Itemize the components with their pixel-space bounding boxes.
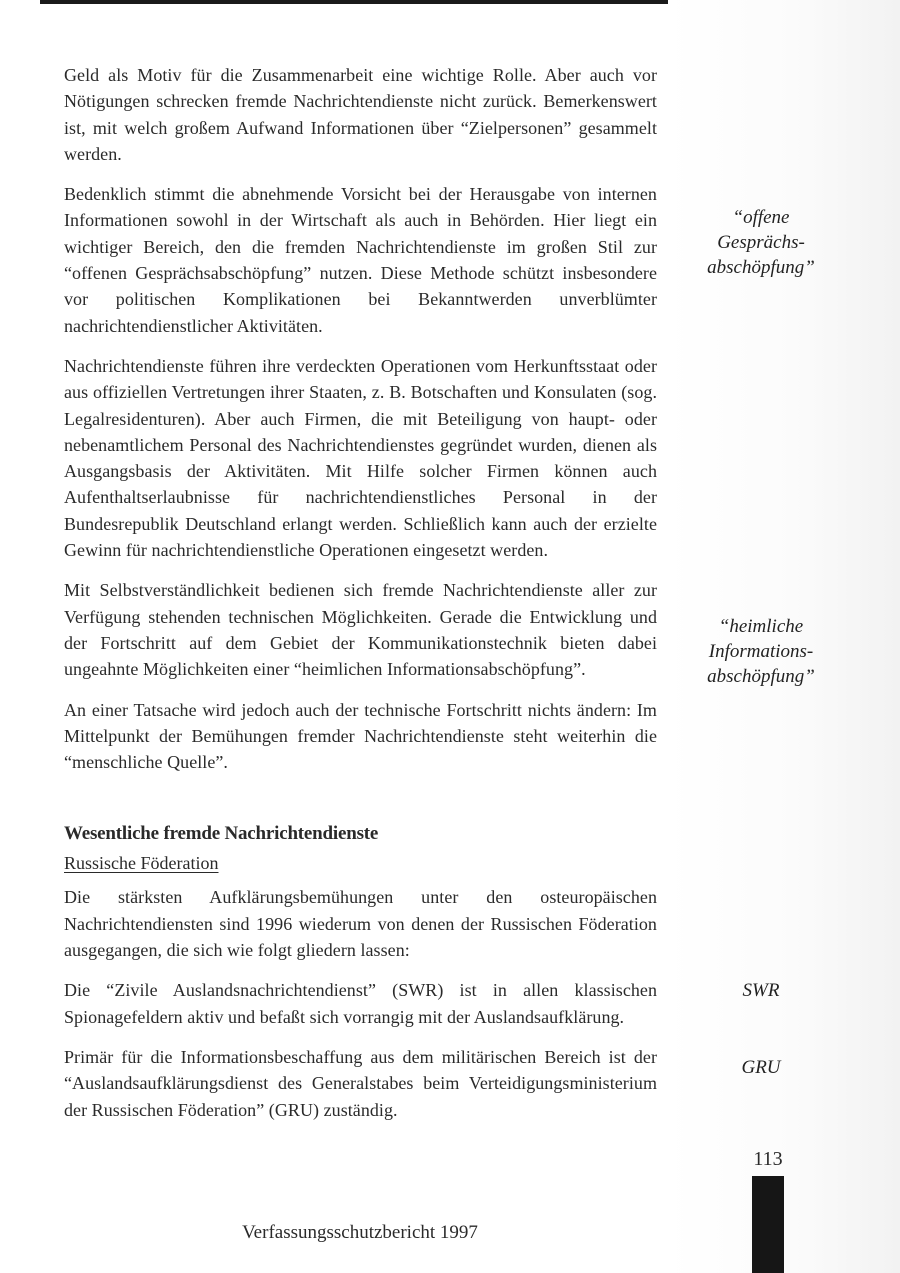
running-footer: Verfassungsschutzbericht 1997: [242, 1222, 478, 1243]
margin-note-2-line-2: Informations-: [708, 641, 814, 662]
paragraph-3: Nachrichtendienste führen ihre verdeckten Operationen vom Herkunftsstaat oder aus offiziellen Vertretungen ihrer Staaten, z. B. Botschaften und Konsulaten (sog. Legalresidenturen). Aber auch Firmen, die mit Beteiligung von haupt- oder nebenamtlichem Personal des Nachrichtendienstes gegründet wurden, dienen als Ausgangsbasis der Aktivitäten. Mit Hilfe solcher Firmen können auch Aufenthaltserlaubnisse für nachrichtendienstliches Personal in der Bundesrepublik Deutschland erlangt werden. Schließlich kann auch der erzielte Gewinn für nachrichtendienstliche Operationen eingesetzt werden.: [64, 355, 657, 561]
margin-note-heimliche-informationsabschoepfung: [690, 614, 832, 689]
chapter-thumb-tab: [752, 1176, 784, 1273]
paragraph-2: Bedenklich stimmt die abnehmende Vorsicht bei der Herausgabe von internen Informationen sowohl in der Wirtschaft als auch in Behörden. Hier liegt ein wichtiger Bereich, den die fremden Nachrichtendienste im großen Stil zur “offenen Gesprächsabschöpfung” nutzen. Diese Methode schützt insbesondere vor politischen Komplikationen bei Bekanntwerden unverblümter nachrichtendienstlicher Aktivitäten.: [64, 184, 657, 336]
margin-note-1-line-3: abschöpfung”: [707, 257, 815, 278]
paragraph-5: An einer Tatsache wird jedoch auch der technische Fortschritt nichts ändern: Im Mittelpunkt der Bemühungen fremder Nachrichtendienste steht weiterhin die “menschliche Quelle”.: [64, 699, 657, 773]
paragraph-1: Geld als Motiv für die Zusammenarbeit eine wichtige Rolle. Aber auch vor Nötigungen schrecken fremde Nachrichtendienste nicht zurück. Bemerkenswert ist, mit welch großem Aufwand Informationen über “Zielpersonen” gesammelt werden.: [64, 65, 657, 164]
margin-note-2-line-1: “heimliche: [718, 616, 804, 637]
subheading-russische-foederation: Russische Föderation: [64, 853, 219, 874]
margin-note-1-line-2: Gesprächs-: [717, 232, 805, 253]
margin-note-swr: SWR: [742, 980, 780, 1001]
paragraph-4: Mit Selbstverständlichkeit bedienen sich fremde Nachrichtendienste aller zur Verfügung stehenden technischen Möglichkeiten. Gerade die Entwicklung und der Fortschritt auf dem Gebiet der Kommunikationstechnik bieten dabei ungeahnte Möglichkeiten einer “heimlichen Informationsabschöpfung”.: [64, 580, 657, 680]
section-paragraph-3: Primär für die Informationsbeschaffung aus dem militärischen Bereich ist der “Auslandsaufklärungsdienst des Generalstabes beim Verteidigungsministerium der Russischen Föderation” (GRU) zuständig.: [64, 1046, 657, 1120]
margin-note-2-line-3: abschöpfung”: [707, 666, 815, 687]
section-paragraph-1: Die stärksten Aufklärungsbemühungen unter den osteuropäischen Nachrichtendiensten sind 1996 wiederum von denen der Russischen Föderation ausgegangen, die sich wie folgt gliedern lassen:: [64, 887, 657, 961]
section-heading: Wesentliche fremde Nachrichtendienste: [64, 823, 379, 845]
margin-note-1-line-1: “offene: [732, 207, 790, 228]
section-paragraph-2: Die “Zivile Auslandsnachrichtendienst” (SWR) ist in allen klassischen Spionagefeldern aktiv und befaßt sich vorrangig mit der Auslandsaufklärung.: [64, 980, 657, 1027]
main-text-column: [64, 62, 657, 1137]
margin-note-gru: GRU: [741, 1057, 781, 1078]
margin-note-offene-gespraechsabschoepfung: [690, 205, 832, 280]
page-number: 113: [753, 1148, 783, 1170]
